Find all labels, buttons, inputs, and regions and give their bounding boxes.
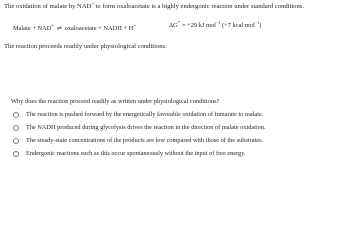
- free-energy-value: [169, 21, 261, 30]
- answer-option-label[interactable]: The steady-state concentrations of the products are low compared with those of the substrates.: [26, 136, 264, 144]
- nad-superscript: +: [91, 1, 94, 6]
- standard-state-mark: °′: [177, 20, 181, 25]
- answer-option-3[interactable]: [13, 134, 343, 147]
- answer-option-2[interactable]: [13, 121, 343, 134]
- kcal-exponent: −1: [254, 20, 260, 25]
- physiological-note: The reaction proceeds readily under physiological conditions.: [4, 43, 167, 50]
- reaction-equation: [13, 22, 343, 31]
- intro-text-start: The oxidation of malate by NAD: [4, 3, 92, 10]
- answer-option-4[interactable]: [13, 147, 343, 160]
- question-text: Why does the reaction proceed readily as written under physiological conditions?: [11, 98, 220, 105]
- reactants: Malate + NAD: [13, 25, 52, 33]
- equilibrium-arrow-icon: ⇌: [57, 25, 63, 33]
- radio-button-icon[interactable]: [13, 125, 19, 131]
- answer-option-label[interactable]: Endergonic reactions such as this occur spontaneously without the input of free energy.: [26, 149, 246, 157]
- product-charge: +: [133, 23, 137, 29]
- products: oxaloacetate + NADH + H: [64, 25, 134, 33]
- answer-option-1[interactable]: [13, 108, 343, 121]
- answer-option-label[interactable]: The reaction is pushed forward by the energetically favorable oxidation of fumarate to malate.: [26, 110, 264, 118]
- reaction-formula: [13, 22, 136, 33]
- reactant-charge: +: [51, 23, 55, 29]
- kj-exponent: −1: [215, 20, 221, 25]
- intro-text: [4, 3, 304, 11]
- delta-g-symbol: ΔG: [169, 22, 178, 29]
- answer-options: [13, 108, 343, 160]
- intro-text-end: to form oxaloacetate is a highly endergonic reaction under standard conditions.: [93, 3, 304, 10]
- answer-option-label[interactable]: The NADH produced during glycolysis drives the reaction in the direction of malate oxidation.: [26, 123, 266, 131]
- kcal-value: (+7 kcal mol: [220, 22, 255, 29]
- radio-button-icon[interactable]: [13, 138, 19, 144]
- radio-button-icon[interactable]: [13, 112, 19, 118]
- radio-button-icon[interactable]: [13, 151, 19, 157]
- kj-value: = +29 kJ mol: [180, 22, 216, 29]
- closing-paren: ): [259, 22, 262, 29]
